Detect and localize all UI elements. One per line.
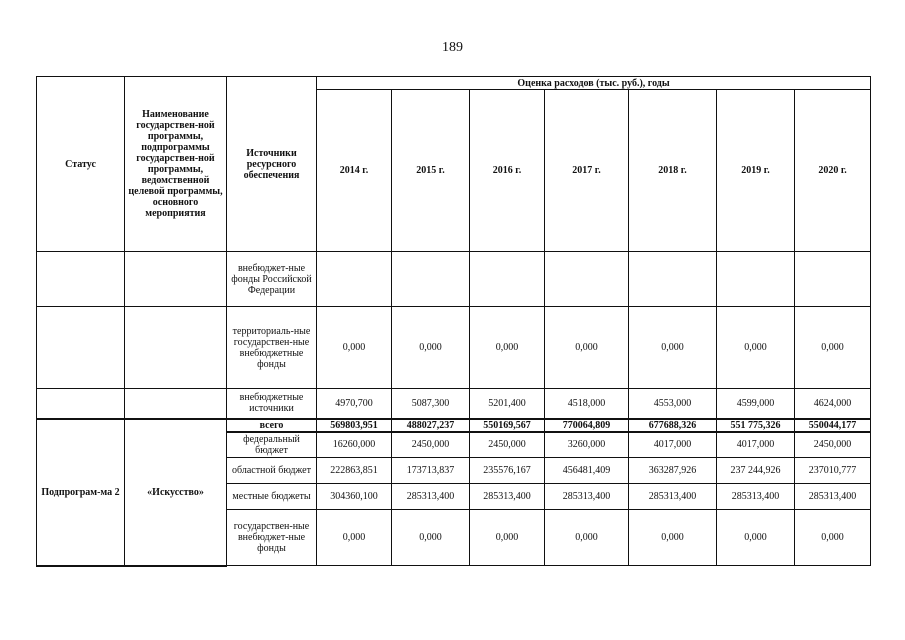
value-cell: 550169,567 xyxy=(470,419,545,432)
source-cell: областной бюджет xyxy=(227,458,317,484)
value-cell: 5087,300 xyxy=(392,389,470,419)
value-cell: 285313,400 xyxy=(629,484,717,510)
header-row-1 xyxy=(37,77,871,90)
value-cell: 2450,000 xyxy=(470,432,545,458)
value-cell: 285313,400 xyxy=(717,484,795,510)
value-cell: 304360,100 xyxy=(317,484,392,510)
value-cell: 0,000 xyxy=(317,510,392,566)
value-cell: 4017,000 xyxy=(629,432,717,458)
value-cell xyxy=(545,252,629,307)
value-cell: 4624,000 xyxy=(795,389,871,419)
value-cell: 0,000 xyxy=(629,510,717,566)
budget-table xyxy=(36,76,871,567)
value-cell xyxy=(717,252,795,307)
value-cell: 677688,326 xyxy=(629,419,717,432)
status-cell-empty xyxy=(37,307,125,389)
header-source: Источники ресурсного обеспечения xyxy=(227,77,317,252)
table-row xyxy=(37,419,871,432)
table-row xyxy=(37,252,871,307)
value-cell: 0,000 xyxy=(470,510,545,566)
source-cell: внебюджет-ные фонды Российской Федерации xyxy=(227,252,317,307)
page-number: 189 xyxy=(442,40,463,55)
value-cell: 569803,951 xyxy=(317,419,392,432)
value-cell: 0,000 xyxy=(392,510,470,566)
value-cell: 363287,926 xyxy=(629,458,717,484)
value-cell: 173713,837 xyxy=(392,458,470,484)
value-cell: 2450,000 xyxy=(392,432,470,458)
name-cell-empty xyxy=(125,307,227,389)
value-cell: 0,000 xyxy=(392,307,470,389)
value-cell: 4970,700 xyxy=(317,389,392,419)
header-year: 2018 г. xyxy=(629,90,717,252)
header-name: Наименование государствен-ной программы, подпрограммы государствен-ной программы, ведомственной целевой программы, основного мероприятия xyxy=(125,77,227,252)
value-cell: 456481,409 xyxy=(545,458,629,484)
header-year: 2015 г. xyxy=(392,90,470,252)
name-cell-empty xyxy=(125,389,227,419)
status-cell-empty xyxy=(37,252,125,307)
value-cell: 285313,400 xyxy=(795,484,871,510)
header-year: 2017 г. xyxy=(545,90,629,252)
header-year: 2014 г. xyxy=(317,90,392,252)
value-cell: 0,000 xyxy=(545,510,629,566)
value-cell: 0,000 xyxy=(545,307,629,389)
value-cell: 488027,237 xyxy=(392,419,470,432)
subprogram-name: «Искусство» xyxy=(125,419,227,566)
value-cell: 4553,000 xyxy=(629,389,717,419)
value-cell: 222863,851 xyxy=(317,458,392,484)
source-cell: территориаль-ные государствен-ные внебюджетные фонды xyxy=(227,307,317,389)
status-cell-empty xyxy=(37,389,125,419)
subprogram-status: Подпрограм-ма 2 xyxy=(37,419,125,566)
value-cell: 0,000 xyxy=(629,307,717,389)
value-cell: 4017,000 xyxy=(717,432,795,458)
value-cell xyxy=(795,252,871,307)
value-cell: 0,000 xyxy=(717,510,795,566)
header-year: 2016 г. xyxy=(470,90,545,252)
value-cell: 2450,000 xyxy=(795,432,871,458)
value-cell xyxy=(470,252,545,307)
value-cell: 237 244,926 xyxy=(717,458,795,484)
value-cell: 0,000 xyxy=(795,307,871,389)
value-cell xyxy=(629,252,717,307)
value-cell: 0,000 xyxy=(795,510,871,566)
name-cell-empty xyxy=(125,252,227,307)
value-cell: 4518,000 xyxy=(545,389,629,419)
value-cell: 285313,400 xyxy=(470,484,545,510)
value-cell: 285313,400 xyxy=(545,484,629,510)
value-cell: 0,000 xyxy=(717,307,795,389)
source-cell: местные бюджеты xyxy=(227,484,317,510)
value-cell xyxy=(317,252,392,307)
table-row xyxy=(37,307,871,389)
header-year: 2020 г. xyxy=(795,90,871,252)
header-expenses-title: Оценка расходов (тыс. руб.), годы xyxy=(317,77,871,90)
value-cell: 235576,167 xyxy=(470,458,545,484)
source-cell: федеральный бюджет xyxy=(227,432,317,458)
value-cell: 0,000 xyxy=(470,307,545,389)
source-cell: внебюджетные источники xyxy=(227,389,317,419)
value-cell: 3260,000 xyxy=(545,432,629,458)
value-cell: 0,000 xyxy=(317,307,392,389)
source-cell: всего xyxy=(227,419,317,432)
value-cell: 285313,400 xyxy=(392,484,470,510)
value-cell: 237010,777 xyxy=(795,458,871,484)
header-status: Статус xyxy=(37,77,125,252)
value-cell xyxy=(392,252,470,307)
value-cell: 551 775,326 xyxy=(717,419,795,432)
value-cell: 550044,177 xyxy=(795,419,871,432)
source-cell: государствен-ные внебюджет-ные фонды xyxy=(227,510,317,566)
value-cell: 4599,000 xyxy=(717,389,795,419)
value-cell: 16260,000 xyxy=(317,432,392,458)
value-cell: 770064,809 xyxy=(545,419,629,432)
table-row xyxy=(37,389,871,419)
value-cell: 5201,400 xyxy=(470,389,545,419)
header-year: 2019 г. xyxy=(717,90,795,252)
